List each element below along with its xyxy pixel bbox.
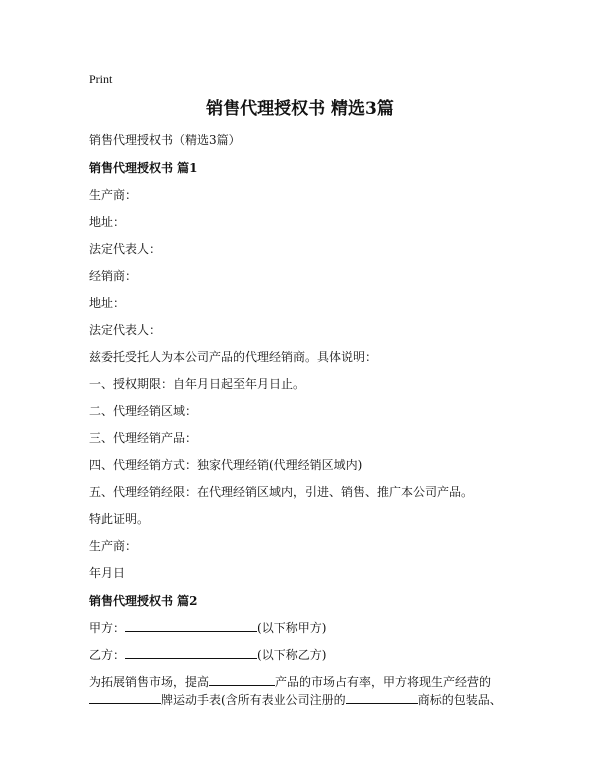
section1-line: 地址： bbox=[89, 296, 126, 310]
party-a-suffix: (以下称甲方) bbox=[257, 621, 327, 635]
paragraph-line bbox=[89, 692, 502, 708]
section1-line: 年月日 bbox=[89, 566, 126, 580]
section1-line: 一、授权期限：自年月日起至年月日止。 bbox=[89, 377, 306, 391]
paragraph-text: 为拓展销售市场，提高 bbox=[89, 675, 210, 689]
section1-line: 法定代表人： bbox=[89, 323, 162, 337]
brand-blank bbox=[89, 692, 161, 704]
paragraph-line bbox=[89, 674, 491, 690]
print-link[interactable]: Print bbox=[89, 72, 113, 86]
party-b-suffix: (以下称乙方) bbox=[257, 648, 327, 662]
section1-line: 特此证明。 bbox=[89, 512, 150, 526]
section1-line: 法定代表人： bbox=[89, 242, 162, 256]
section1-line: 四、代理经销方式：独家代理经销(代理经销区域内) bbox=[89, 458, 363, 472]
section1-line: 地址： bbox=[89, 215, 126, 229]
section1-heading: 销售代理授权书 篇1 bbox=[89, 161, 198, 175]
paragraph-text: 牌运动手表(含所有表业公司注册的 bbox=[161, 693, 346, 707]
section1-line: 二、代理经销区域： bbox=[89, 404, 198, 418]
document-title: 销售代理授权书 精选3篇 bbox=[206, 99, 394, 119]
section1-line: 经销商： bbox=[89, 269, 138, 283]
section1-line: 五、代理经销经限：在代理经销区域内，引进、销售、推广本公司产品。 bbox=[89, 485, 474, 499]
party-a-label: 甲方： bbox=[89, 621, 126, 635]
section1-line: 兹委托受托人为本公司产品的代理经销商。具体说明： bbox=[89, 350, 378, 364]
trademark-blank bbox=[346, 692, 418, 704]
party-b-line bbox=[89, 647, 326, 663]
paragraph-text: 商标的包装品、 bbox=[417, 693, 502, 707]
party-b-blank bbox=[125, 647, 257, 659]
section1-line: 三、代理经销产品： bbox=[89, 431, 198, 445]
document-subtitle: 销售代理授权书（精选3篇） bbox=[89, 133, 241, 147]
party-a-line bbox=[89, 620, 326, 636]
product-blank bbox=[209, 674, 275, 686]
party-a-blank bbox=[125, 620, 257, 632]
section1-line: 生产商： bbox=[89, 188, 138, 202]
section2-heading: 销售代理授权书 篇2 bbox=[89, 594, 198, 608]
section1-line: 生产商： bbox=[89, 539, 138, 553]
paragraph-text: 产品的市场占有率，甲方将现生产经营的 bbox=[275, 675, 492, 689]
party-b-label: 乙方： bbox=[89, 648, 126, 662]
